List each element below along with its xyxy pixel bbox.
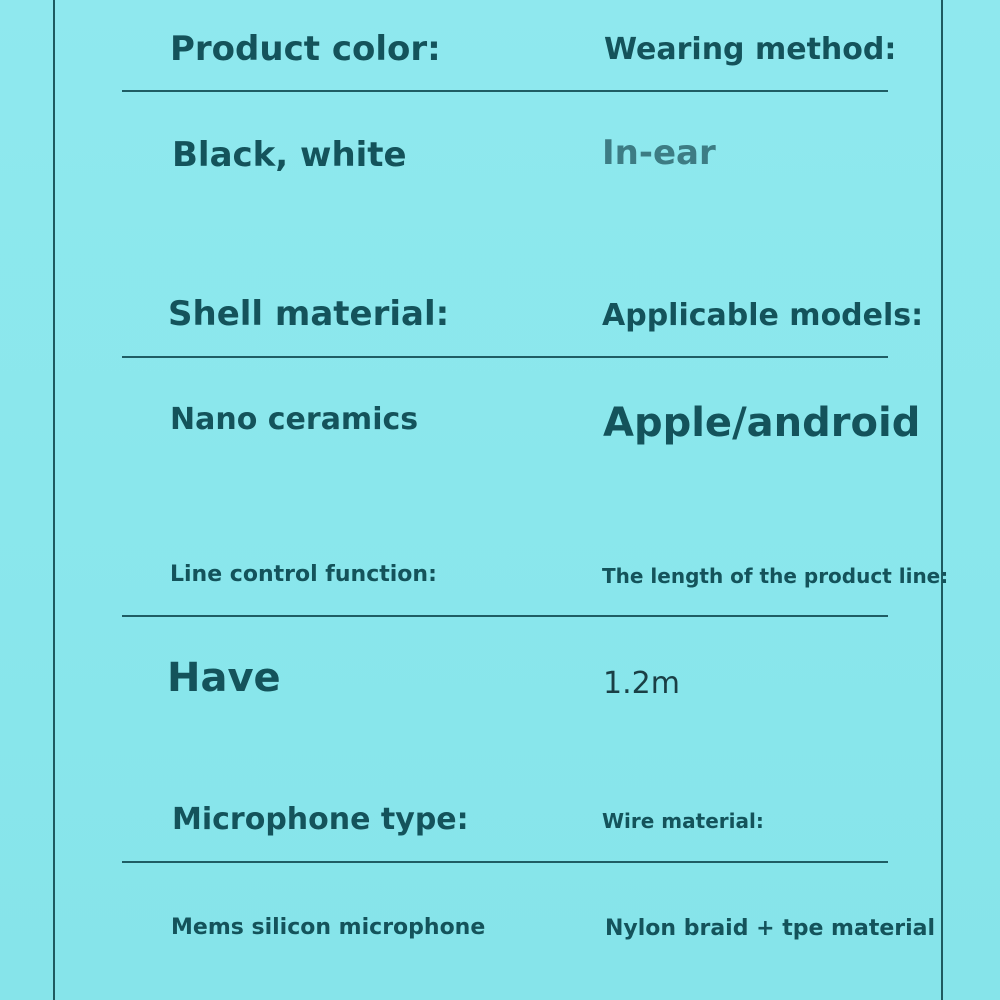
wire-material-value: Nylon braid + tpe material [605,916,936,941]
shell-material-label: Shell material: [168,294,450,334]
applicable-models-label: Applicable models: [602,298,924,333]
shell-material-value: Nano ceramics [170,402,419,437]
wearing-method-value: In-ear [602,133,716,173]
frame-right-border [941,0,943,1000]
wire-material-label: Wire material: [602,809,764,833]
applicable-models-value: Apple/android [603,400,921,446]
product-color-label: Product color: [170,29,441,69]
product-line-length-label: The length of the product line: [602,564,949,588]
line-control-function-value: Have [167,655,281,701]
line-control-function-label: Line control function: [170,562,437,587]
divider-row-1 [122,90,888,92]
wearing-method-label: Wearing method: [604,32,897,67]
divider-row-2 [122,356,888,358]
microphone-type-value: Mems silicon microphone [171,915,486,940]
product-color-value: Black, white [172,135,407,175]
product-line-length-value: 1.2m [603,666,680,701]
divider-row-3 [122,615,888,617]
microphone-type-label: Microphone type: [172,802,469,837]
frame-left-border [53,0,55,1000]
divider-row-4 [122,861,888,863]
